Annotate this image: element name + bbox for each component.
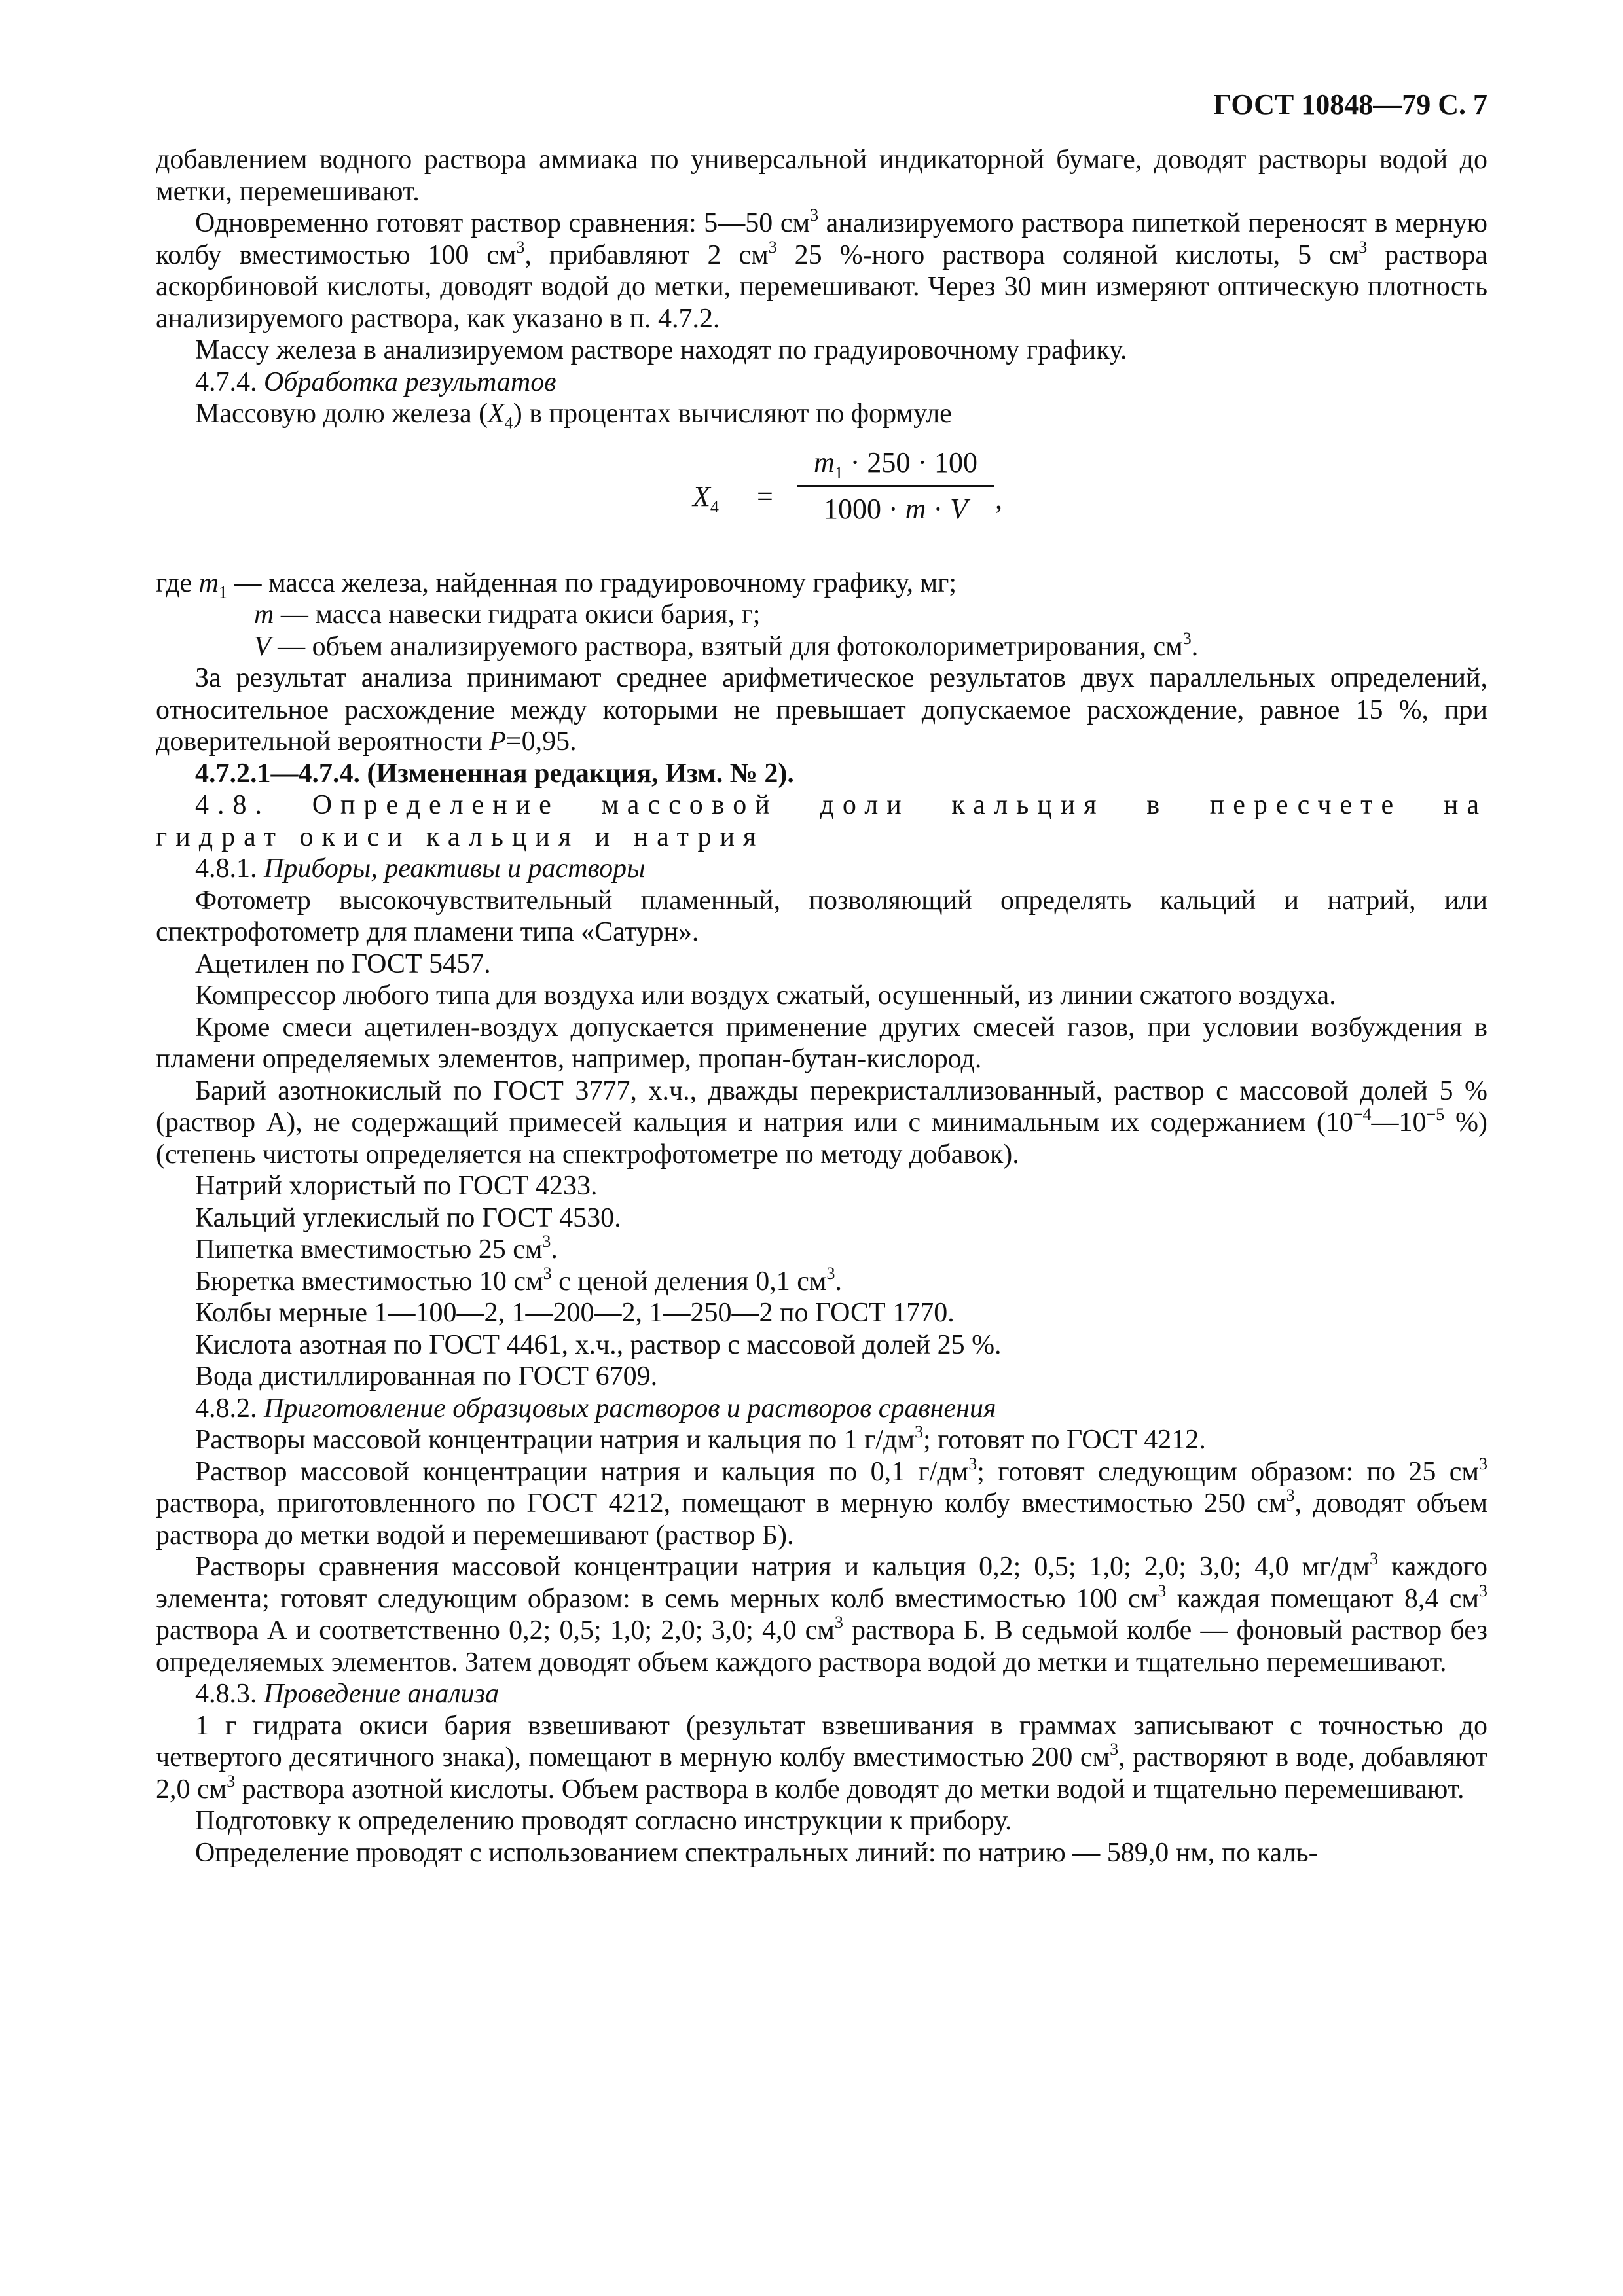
definition-m: m — масса навески гидрата окиси бария, г; xyxy=(254,600,761,630)
paragraph-sodium-chloride: Натрий хлористый по ГОСТ 4233. xyxy=(195,1171,598,1201)
section-heading-4-8-cont: гидрат окиси кальция и натрия xyxy=(156,821,765,852)
paragraph-standard-3: Растворы сравнения массовой концентрации натрия и кальция 0,2; 0,5; 1,0; 2,0; 3,0; 4,0 $мг/дм^3$ каждого элемента; готовят следующим образом: в семь мерных колб вместимостью 100 $см^3$ каждая помещают 8,4 $см^3$ раствора А и соответственно 0,2; 0,5; 1,0; 2,0; 3,0; 4,0 $см^3$ раствора Б. В седьмой колбе — фоновый раствор без определяемых элементов. Затем доводят объем каждого раствора водой до метки и тщательно перемешивают. xyxy=(156,1549,1487,1677)
paragraph-preparation: Подготовку к определению проводят согласно инструкции к прибору. xyxy=(195,1806,1012,1836)
paragraph-nitric-acid: Кислота азотная по ГОСТ 4461, х.ч., раствор с массовой долей 25 %. xyxy=(195,1329,1002,1360)
fraction-bar xyxy=(797,485,994,487)
formula-lhs: $X_4$ xyxy=(693,480,719,516)
definition-m1: где $m_1$ — масса железа, найденная по градуировочному графику, мг; xyxy=(156,567,957,601)
formula-denominator: 1000 · m · V xyxy=(824,492,968,525)
paragraph-reference-solution: Одновременно готовят раствор сравнения: 5—50 $см^3$ анализируемого раствора пипеткой переносят в мерную колбу вместимостью 100 $см^3$, прибавляют 2 $см^3$ 25 %-ного раствора соляной кислоты, 5 $см^3$ раствора аскорбиновой кислоты, доводят водой до метки, перемешивают. Через 30 мин измеряют оптическую плотность анализируемого раствора, как указано в п. 4.7.2. xyxy=(156,206,1488,334)
paragraph-compressor: Компрессор любого типа для воздуха или воздух сжатый, осушенный, из линии сжатого воздуха. xyxy=(195,980,1336,1011)
page-header: ГОСТ 10848—79 С. 7 xyxy=(1213,88,1487,120)
formula-comma: , xyxy=(995,482,1002,515)
formula-fraction xyxy=(797,443,994,529)
document-page xyxy=(156,77,1487,1869)
paragraph-pipette: Пипетка вместимостью 25 $см^3$. xyxy=(195,1232,558,1265)
paragraph-water: Вода дистиллированная по ГОСТ 6709. xyxy=(195,1361,658,1391)
formula-x4 xyxy=(156,442,1487,553)
definition-v: V — объем анализируемого раствора, взятый для фотоколориметрирования, $см^3$. xyxy=(254,628,1199,662)
paragraph-change-note: 4.7.2.1—4.7.4. (Измененная редакция, Изм. № 2). xyxy=(195,758,794,789)
paragraph-calcium-carbonate: Кальций углекислый по ГОСТ 4530. xyxy=(195,1202,621,1233)
paragraph-standard-1: Растворы массовой концентрации натрия и кальция по 1 $г/дм^3$; готовят по ГОСТ 4212. xyxy=(195,1422,1206,1455)
paragraph-acetylene: Ацетилен по ГОСТ 5457. xyxy=(195,948,491,979)
formula-equals: = xyxy=(757,480,773,512)
section-heading-4-8: 4.8. Определение массовой доли кальция в пересчете на xyxy=(195,790,1487,820)
section-heading-4-8-2: 4.8.2. Приготовление образцовых растворов и растворов сравнения xyxy=(195,1393,996,1424)
paragraph-photometer: Фотометр высокочувствительный пламенный, позволяющий определять кальций и натрий, или спектрофотометр для пламени типа «Сатурн». xyxy=(156,885,1487,947)
paragraph-barium-nitrate: Барий азотнокислый по ГОСТ 3777, х.ч., дважды перекристаллизованный, раствор с массовой долей 5 % (раствор А), не содержащий примесей кальция и натрия или с минимальным их содержанием ($10^{-4}—10^{-5}$ %) (степень чистоты определяется на спектрофотометре по методу добавок). xyxy=(156,1075,1487,1170)
paragraph-standard-2: Раствор массовой концентрации натрия и кальция по 0,1 $г/дм^3$; готовят следующим образом: по 25 $см^3$ раствора, приготовленного по ГОСТ 4212, помещают в мерную колбу вместимостью 250 $см^3$, доводят объем раствора до метки водой и перемешивают (раствор Б). xyxy=(156,1454,1487,1551)
paragraph-formula-intro: Массовую долю железа $(X_4)$ в процентах вычисляют по формуле xyxy=(195,399,952,433)
paragraph-spectral-lines: Определение проводят с использованием спектральных линий: по натрию — 589,0 нм, по каль- xyxy=(195,1837,1318,1868)
paragraph-flasks: Колбы мерные 1—100—2, 1—200—2, 1—250—2 по ГОСТ 1770. xyxy=(195,1298,955,1328)
formula-definitions xyxy=(156,567,1487,663)
paragraph-continuation: добавлением водного раствора аммиака по универсальной индикаторной бумаге, доводят растворы водой до метки, перемешивают. xyxy=(156,145,1487,207)
paragraph-gas-mixtures: Кроме смеси ацетилен-воздух допускается применение других смесей газов, при условии возбуждения в пламени определяемых элементов, например, пропан-бутан-кислород. xyxy=(156,1012,1487,1074)
paragraph-weighing: 1 г гидрата окиси бария взвешивают (результат взвешивания в граммах записывают с точностью до четвертого десятичного знака), помещают в мерную колбу вместимостью 200 $см^3$, растворяют в воде, добавляют 2,0 $см^3$ раствора азотной кислоты. Объем раствора в колбе доводят до метки водой и тщательно перемешивают. xyxy=(156,1710,1488,1804)
paragraph-burette: Бюретка вместимостью 10 $см^3$ с ценой деления 0,1 $см^3$. xyxy=(195,1263,842,1297)
section-heading-4-7-4: 4.7.4. Обработка результатов xyxy=(195,367,556,397)
section-heading-4-8-1: 4.8.1. Приборы, реактивы и растворы xyxy=(195,853,646,884)
section-heading-4-8-3: 4.8.3. Проведение анализа xyxy=(195,1679,500,1709)
paragraph-iron-mass: Массу железа в анализируемом растворе находят по градуировочному графику. xyxy=(195,335,1127,365)
paragraph-result: За результат анализа принимают среднее арифметическое результатов двух параллельных определений, относительное расхождение между которыми не превышает допускаемое расхождение, равное 15 %, при доверительной вероятности Р=0,95. xyxy=(156,663,1487,757)
formula-numerator: $m_1 \cdot 250 \cdot 100$ xyxy=(813,446,978,482)
